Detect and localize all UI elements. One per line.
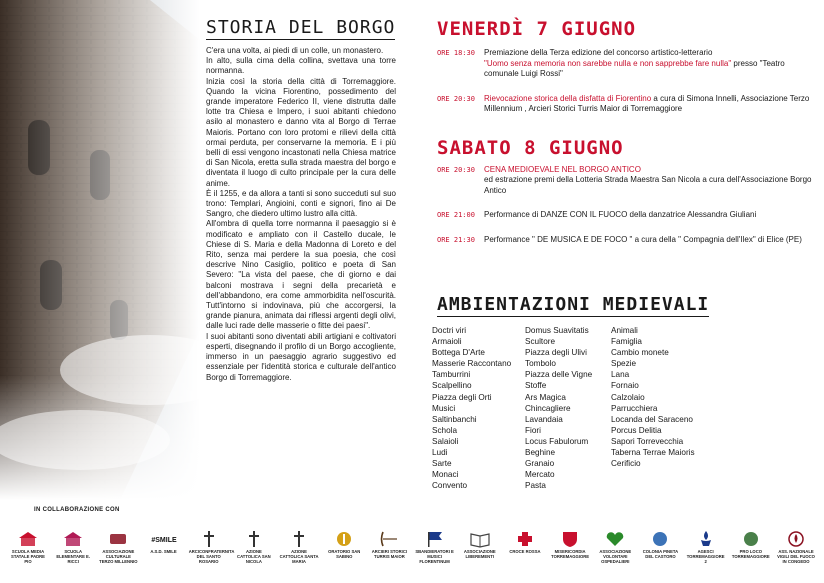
ambientazione-item: Famiglia [611,337,642,347]
partner-logo [188,530,235,564]
event-time: ORE 20:30 [437,165,475,174]
storia-paragraph: È il 1255, e da allora a tanti si sono succeduti sul suo trono: Templari, Angioini, conti e signori, fino ai De Sangro, che diedero ultimo lustro alla città. [206,188,396,219]
book-icon [469,530,491,548]
ambientazione-item: Fornaio [611,381,639,391]
partner-logo [595,530,635,564]
school-icon [17,530,39,548]
ambientazione-item: Chincagliere [525,403,571,413]
cross-icon [288,530,310,548]
partner-logo-label: CROCE ROSSA [509,549,541,554]
ambientazione-item: Calzolaio [611,392,645,402]
partner-logo [460,530,500,560]
sabato-title: SABATO 8 GIUGNO [437,136,624,159]
event-text: Premiazione della Terza edizione del concorso artistico-letterario [484,48,713,57]
venerdi-title: VENERDÌ 7 GIUGNO [437,18,637,40]
partner-logo-label: PRO LOCO TORREMAGGIORE [731,549,770,559]
event-sabato-3 [437,235,812,246]
event-time: ORE 21:00 [437,211,475,219]
ambientazione-item: Tombolo [525,359,556,369]
event-venerdi-1 [437,48,812,80]
partner-logo [369,530,409,560]
ambientazione-item: Sarte [432,459,452,469]
ambientazione-item: Beghine [525,448,556,458]
partner-logo-label: ASS. NAZIONALE VIGILI DEL FUOCO IN CONGEDO [777,549,815,564]
ambientazione-item: Cambio monete [611,348,669,358]
partner-logo-label: ORATORIO SAN SABINO [328,549,361,559]
partner-logo [8,530,48,564]
partner-logo-label: MISERICORDIA TORREMAGGIORE [551,549,590,559]
ambientazione-item: Ars Magica [525,392,566,402]
partner-logo [731,530,771,560]
partner-logo-label: ARCICONFRATERNITA DEL SANTO ROSARIO [188,549,235,564]
ambientazione-item: Locanda del Saraceno [611,414,693,424]
svg-text:#SMILE: #SMILE [150,537,177,544]
storia-text [206,46,396,383]
ambientazione-item: Locus Fabulorum [525,436,589,446]
ambientazione-item: Scultore [525,337,556,347]
event-time: ORE 20:30 [437,94,475,103]
cross-icon [243,530,265,548]
ambientazione-item: Masserie Raccontano [432,359,512,369]
tower-photo [0,0,200,500]
ambientazione-item: Cerificio [611,459,641,469]
ambientazione-item: Taberna Terrae Maioris [611,448,695,458]
ambientazione-item: Bottega D'Arte [432,348,485,358]
ambientazione-item: Armaioli [432,337,462,347]
ambientazioni-col-1 [432,325,511,491]
association-icon [107,530,129,548]
storia-paragraph: I suoi abitanti sono diventati abili artigiani e coltivatori esperti, disegnando il profilo di un Borgo accogliente, immerso in un paesaggio agrario suggestivo ed essenziale per l'identità storica e culturale dell'antico Borgo di Torremaggiore. [206,331,396,382]
ambientazioni-col-2 [525,325,592,491]
ambientazione-item: Sapori Torrevecchia [611,436,684,446]
partner-logo [98,530,138,564]
event-text: presso "Teatro comunale Luigi Rossi" [484,58,785,78]
ambientazione-item: Lana [611,370,630,380]
ambientazione-item: Porcus Delitia [611,425,662,435]
partner-logo [324,530,364,560]
smile-icon [150,530,177,548]
circle-icon [740,530,762,548]
event-time: ORE 21:30 [437,235,475,244]
storia-section [206,18,396,383]
partner-logo [415,530,455,564]
ambientazione-item: Tamburrini [432,370,471,380]
ambientazione-item: Ludi [432,448,448,458]
ambientazioni-col-3 [611,325,695,469]
ambientazione-item: Piazza degli Orti [432,392,492,402]
ambientazione-item: Monaci [432,470,459,480]
shield-icon [559,530,581,548]
oratory-icon [333,530,355,548]
partner-logo [776,530,816,564]
partner-logo [144,530,184,555]
partner-logo [550,530,590,560]
event-time: ORE 18:30 [437,49,475,57]
scout-icon [695,530,717,548]
partner-logo-label: COLONIA PINETA DEL CASTORO [642,549,679,559]
partner-logo [53,530,93,564]
ambientazione-item: Animali [611,326,638,335]
heart-icon [604,530,626,548]
partner-logos [0,530,824,580]
partner-logo [505,530,545,555]
storia-paragraph: Inizia così la storia della città di Torremaggiore. Quando la vicina Fiorentino, possedimento del grande imperatore Federico II, viene distrutta dalle lotte tra Chiesa e Impero, i suoi abitanti chiedono asilo al monastero e danno vita al Borgo di Terrae Maioris. Portano con loro protomi e rilievi della città ormai perduta, per conservarne la memoria. E i più belli di essi vengono incastonati nella Chiesa matrice di San Nicola, eretta sulla strada maestra del borgo e diventata il luogo di culto principale per la cura delle anime. [206,76,396,188]
ambientazione-item: Stoffe [525,381,547,391]
event-sabato-2 [437,210,812,221]
ambientazione-item: Saltinbanchi [432,414,477,424]
partner-logo-label: SCUOLA MEDIA STATALE PADRE PIO [11,549,45,564]
archer-icon [378,530,400,548]
event-text: Performance di DANZE CON IL FUOCO della danzatrice Alessandra Giuliani [484,210,757,219]
ambientazione-item: Parrucchiera [611,403,658,413]
ambientazione-item: Musici [432,403,456,413]
storia-paragraph: All'ombra di quella torre normanna il paesaggio si è modificato e ampliato con il Castello ducale, le Chiese di S. Maria e della Madonna di Loreto e del Rito, senza mai perdere la sua poesia, che così descrive Nino Casiglio, politico e poeta di San Severo: "La vista del paese, che di giorno e dai balconi mostrava i segni della precarietà e dell'abbandono, era come ammorbidita nell'oscurità. Tutt'intorno si indovinava, più che accorgersi, la grande pianura, animata dai riflessi argenti degli olivi, dalle luci rade delle masserie o fitte dei paesi". [206,219,396,331]
ambientazione-item: Piazza degli Ulivi [525,348,587,358]
ambientazione-item: Domus Suavitatis [525,326,589,335]
school-icon [62,530,84,548]
firefighter-icon [785,530,807,548]
partner-logo-label: ASSOCIAZIONE LIBEREMENTI [463,549,496,559]
programma-section [437,18,812,245]
storia-paragraph: In alto, sulla cima della collina, svettava una torre normanna. [206,56,396,76]
event-venerdi-2 [437,94,812,115]
partner-logo [234,530,274,564]
event-text: a cura di Simona Innelli, Associazione Terzo Millennium , Arcieri Storici Turris Maior di Torremaggiore [484,93,810,113]
partner-logo-label: SCUOLA ELEMENTARE E. RICCI [56,549,90,564]
event-highlight: Rievocazione storica della disfatta di Fiorentino [484,93,652,103]
ambientazione-item: Spezie [611,359,637,369]
ambientazioni-title-text: AMBIENTAZIONI MEDIEVALI [437,294,710,315]
partner-logo-label: A.S.D. SMILE [150,549,177,554]
ambientazione-item: Mercato [525,470,555,480]
partner-logo-label: AGESCI TORREMAGGIORE 2 [686,549,725,564]
ambientazioni-title [437,294,709,315]
ambientazione-item: Lavandaia [525,414,563,424]
cross-icon [198,530,220,548]
ambientazione-item: Convento [432,481,468,491]
ambientazione-item: Doctri viri [432,326,467,335]
ambientazione-item: Piazza delle Vigne [525,370,593,380]
ambientazione-item: Fiori [525,425,541,435]
ambientazione-item: Schola [432,425,458,435]
circle-icon [649,530,671,548]
storia-paragraph: C'era una volta, ai piedi di un colle, un monastero. [206,46,384,55]
partner-logo-label: ASSOCIAZIONE CULTURALE TERZO MILLENNIO [99,549,138,564]
partner-logo-label: AZIONE CATTOLICA SANTA MARIA [279,549,319,564]
red-cross-icon [514,530,536,548]
ambientazione-item: Scalpellino [432,381,472,391]
partner-logo-label: ARCIERI STORICI TURRIS MAIOR [371,549,408,559]
partner-logo [640,530,680,560]
collab-label: IN COLLABORAZIONE CON [34,507,120,513]
flag-icon [424,530,446,548]
storia-title: STORIA DEL BORGO [206,17,396,38]
ambientazione-item: Granaio [525,459,555,469]
partner-logo-label: AZIONE CATTOLICA SAN NICOLA [237,549,271,564]
ambientazione-item: Pasta [525,481,546,491]
partner-logo-label: SBANDIERATORI E MUSICI FLORENTINUM [415,549,454,564]
event-sabato-1 [437,165,812,197]
event-text: ed estrazione premi della Lotteria Strada Maestra San Nicola a cura dell'Associazione Borgo Antico [484,175,812,195]
event-text: Performance " DE MUSICA E DE FOCO " a cura della " Compagnia dell'Ilex" di Elice (PE) [484,234,802,244]
partner-logo [686,530,726,564]
event-highlight: CENA MEDIOEVALE NEL BORGO ANTICO [484,164,641,174]
partner-logo-label: ASSOCIAZIONE VOLONTARI OSPEDALIERI [599,549,632,564]
event-highlight: "Uomo senza memoria non sarebbe nulla e non sapprebbe fare nulla" [484,58,732,68]
ambientazione-item: Salaioli [432,436,459,446]
partner-logo [279,530,319,564]
